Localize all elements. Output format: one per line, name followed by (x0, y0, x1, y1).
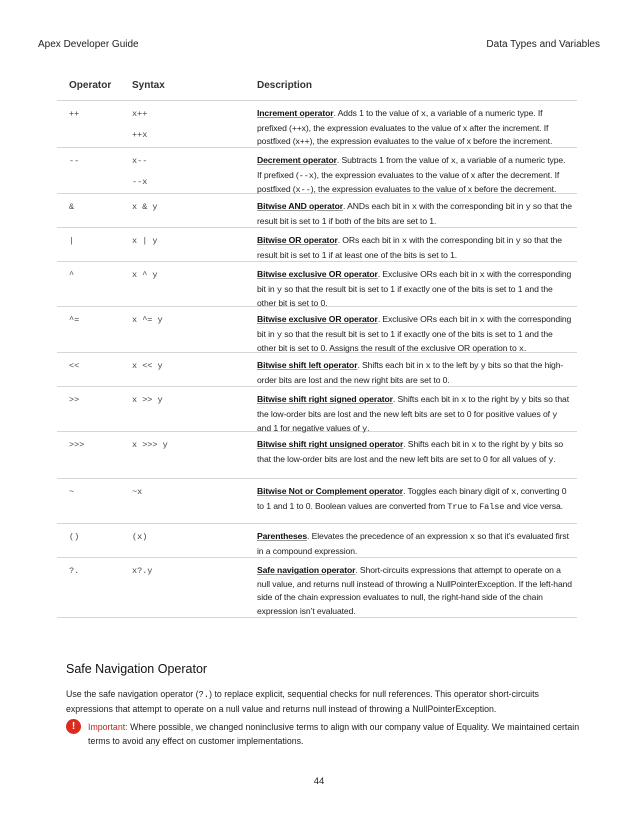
page-number: 44 (313, 776, 325, 787)
table-row (57, 307, 577, 353)
para-code: ?. (198, 690, 210, 700)
description-text: so that the result bit is set to 1 if at least one of the bits is set to 1. (257, 235, 562, 260)
syntax-text: x++ (132, 109, 148, 119)
description-text: . ORs each bit in (337, 235, 402, 245)
inline-code: x (450, 156, 456, 166)
description-text: bits so that the high-order bits are lost and the new right bits are set to 0. (257, 360, 564, 385)
inline-code: x (469, 532, 475, 542)
description-cell (257, 200, 572, 228)
description-cell (257, 485, 572, 514)
inline-code: x (401, 236, 407, 246)
inline-code: y (525, 202, 531, 212)
description-text: with the corresponding bit in (257, 314, 572, 339)
column-header-syntax: Syntax (132, 80, 165, 91)
operator-name: Parentheses (257, 531, 308, 541)
description-text: so that the result bit is set to 1 if exactly one of the bits is set to 1 and the other bit is set to 0. Assigns the result of the exclusive OR operation to (257, 328, 553, 354)
column-header-description: Description (257, 80, 313, 91)
operator-cell: & (69, 202, 75, 212)
syntax-cell (132, 200, 252, 214)
operator-name: Bitwise OR operator (257, 235, 338, 245)
description-text: bits so that the low-order bits are lost and the new left bits are set to 0 for all values of (257, 439, 564, 464)
description-cell (257, 393, 572, 437)
table-row (57, 262, 577, 307)
description-text: to the left by (430, 360, 481, 370)
inline-code: y (276, 329, 282, 340)
syntax-text: --x (132, 177, 148, 187)
operator-name: Bitwise Not or Complement operator (257, 486, 404, 496)
description-cell (257, 438, 572, 467)
operator-cell: << (69, 361, 80, 371)
description-text: . Elevates the precedence of an expression (307, 531, 470, 541)
note-body: Where possible, we changed noninclusive terms to align with our company value of Equality. We maintained certain (130, 722, 580, 732)
table-row (57, 148, 577, 194)
description-text: so that the result bit is set to 1 if both of the bits are set to 1. (257, 201, 572, 226)
operator-cell: >>> (69, 440, 85, 450)
inline-code: y (480, 361, 486, 371)
page-header (38, 39, 600, 53)
syntax-cell (132, 530, 252, 544)
table-header (57, 80, 577, 101)
syntax-cell (132, 438, 252, 452)
syntax-cell (132, 268, 252, 282)
important-icon: ! (66, 719, 81, 734)
guide-title: Apex Developer Guide (38, 39, 139, 50)
description-text: . ANDs each bit in (343, 201, 412, 211)
description-text: so that it’s evaluated first in a compound expression. (257, 531, 569, 556)
operator-name: Bitwise exclusive OR operator (257, 269, 378, 279)
syntax-cell (132, 154, 252, 189)
inline-code: x (518, 344, 524, 355)
description-text: to (467, 500, 480, 511)
table-row (57, 387, 577, 435)
table-row (57, 194, 577, 228)
para-text: Use the safe navigation operator ( (66, 689, 199, 699)
syntax-text: x ^= y (132, 315, 163, 325)
description-text: to the right by (476, 439, 532, 449)
operator-cell: ~ (69, 487, 75, 497)
description-text: . Shifts each bit in (403, 439, 472, 449)
description-text: . Exclusive ORs each bit in (377, 269, 480, 279)
syntax-text: x?.y (132, 566, 153, 576)
operator-cell: -- (69, 156, 80, 166)
description-text: with the corresponding bit in (416, 201, 526, 211)
description-text: . Toggles each binary digit of (403, 486, 512, 496)
operator-cell: | (69, 236, 75, 246)
operator-cell: ^ (69, 270, 75, 280)
description-cell (257, 530, 572, 558)
syntax-cell (132, 313, 252, 327)
table-row (57, 228, 577, 262)
table-row (57, 353, 577, 387)
operator-name: Decrement operator (257, 155, 337, 165)
syntax-text: (x) (132, 532, 148, 542)
syntax-text: x-- (132, 156, 148, 166)
syntax-cell (132, 485, 252, 499)
description-text: and 1 for negative values of (257, 423, 363, 434)
syntax-cell (132, 234, 252, 248)
description-text: . Shifts each bit in (357, 360, 426, 370)
syntax-cell (132, 564, 252, 578)
inline-code: x (461, 395, 467, 405)
syntax-cell (132, 359, 252, 373)
operator-name: Bitwise shift left operator (257, 360, 358, 370)
description-text: to the right by (466, 394, 522, 404)
description-text: . Shifts each bit in (392, 394, 462, 404)
note-label: Important: (88, 722, 128, 732)
inline-code: --x (298, 170, 314, 181)
description-text: . (553, 453, 556, 464)
syntax-text: ++x (132, 130, 148, 140)
inline-code: x (479, 315, 485, 325)
description-text: . Short-circuits expressions that attempt to operate on a null value, and returns null instead of throwing a NullPointerException. If the left-hand side of the chain expression evaluates to null, the right-hand side of the chain expression isn’t evaluated. (257, 565, 572, 616)
description-cell (257, 268, 572, 311)
description-cell (257, 313, 572, 357)
inline-code: y (548, 454, 554, 465)
note-text-continued: terms to avoid any effect on customer implementations. (88, 736, 304, 746)
operator-cell: ?. (69, 566, 80, 576)
syntax-text: x ^ y (132, 270, 158, 280)
operator-name: Safe navigation operator (257, 565, 356, 575)
table-row (57, 101, 577, 148)
column-header-operator: Operator (69, 80, 112, 91)
description-text: so that the result bit is set to 1 if exactly one of the bits is set to 1 and the other bit is set to 0. (257, 283, 553, 309)
description-text: , converting 0 to 1 and 1 to 0. Boolean values are converted from (257, 486, 567, 511)
syntax-text: x & y (132, 202, 158, 212)
description-text: . Subtracts 1 from the value of (336, 155, 451, 165)
inline-code: y (521, 395, 527, 405)
operators-table (57, 80, 577, 618)
description-text: ), the expression evaluates to the value of x after the decrement. If postfixed ( (257, 169, 560, 195)
operator-name: Increment operator (257, 108, 334, 118)
operator-name: Bitwise shift right unsigned operator (257, 439, 404, 449)
inline-code: y (531, 440, 537, 450)
inline-code: x (479, 270, 485, 280)
description-text: with the corresponding bit in (406, 235, 516, 245)
description-text: ), the expression evaluates to the value of x before the decrement. (310, 184, 557, 195)
syntax-text: x | y (132, 236, 158, 246)
inline-code: y (515, 236, 521, 246)
syntax-cell (132, 107, 252, 142)
description-text: with the corresponding bit in (257, 269, 572, 294)
description-cell (257, 359, 572, 387)
description-text: bits so that the low-order bits are lost and the new left bits are set to 0 for positive values of (257, 394, 569, 419)
description-text: , a variable of a numeric type. If prefixed ( (257, 155, 566, 180)
table-row (57, 479, 577, 524)
inline-code: x (411, 202, 417, 212)
description-cell (257, 107, 572, 149)
description-text: . Exclusive ORs each bit in (377, 314, 480, 324)
syntax-cell (132, 393, 252, 407)
description-text: , a variable of a numeric type. If prefixed (++x), the expression evaluates to the value of x after the increment. If postfixed (x++), the expression evaluates to the value of x before the increment. (257, 108, 553, 147)
syntax-text: x >>> y (132, 440, 168, 450)
para-text-continued: ) to replace explicit, sequential checks for null references. This operator short-circuits expressions that attempt to operate on a null value and returns null instead of throwing a NullPointerException. (66, 689, 539, 714)
inline-code: y (362, 424, 368, 435)
operator-cell: ^= (69, 315, 80, 325)
inline-code: y (276, 284, 282, 295)
inline-code: x (425, 361, 431, 371)
important-note (66, 718, 581, 750)
description-text: . (367, 423, 370, 434)
syntax-text: ~x (132, 487, 143, 497)
inline-code: x-- (295, 185, 311, 196)
description-text: . Adds 1 to the value of (333, 108, 421, 118)
table-row (57, 558, 577, 618)
section-title: Safe Navigation Operator (66, 662, 208, 676)
syntax-text: x >> y (132, 395, 163, 405)
table-row (57, 432, 577, 479)
operator-name: Bitwise exclusive OR operator (257, 314, 378, 324)
inline-code: False (479, 501, 505, 512)
description-cell (257, 564, 572, 618)
inline-code: x (420, 109, 426, 119)
table-body (57, 101, 577, 618)
operator-name: Bitwise shift right signed operator (257, 394, 393, 404)
note-text (88, 720, 582, 734)
chapter-title: Data Types and Variables (486, 39, 600, 50)
description-cell (257, 154, 572, 198)
description-cell (257, 234, 572, 262)
table-row (57, 524, 577, 558)
operator-cell: () (69, 532, 80, 542)
inline-code: y (552, 409, 558, 420)
syntax-text: x << y (132, 361, 163, 371)
description-text: . (523, 343, 527, 354)
inline-code: True (447, 501, 468, 512)
operator-name: Bitwise AND operator (257, 201, 344, 211)
section-paragraph (66, 687, 581, 716)
description-text: and vice versa. (504, 500, 563, 511)
inline-code: x (471, 440, 477, 450)
inline-code: x (511, 487, 517, 497)
operator-cell: >> (69, 395, 80, 405)
operator-cell: ++ (69, 109, 80, 119)
